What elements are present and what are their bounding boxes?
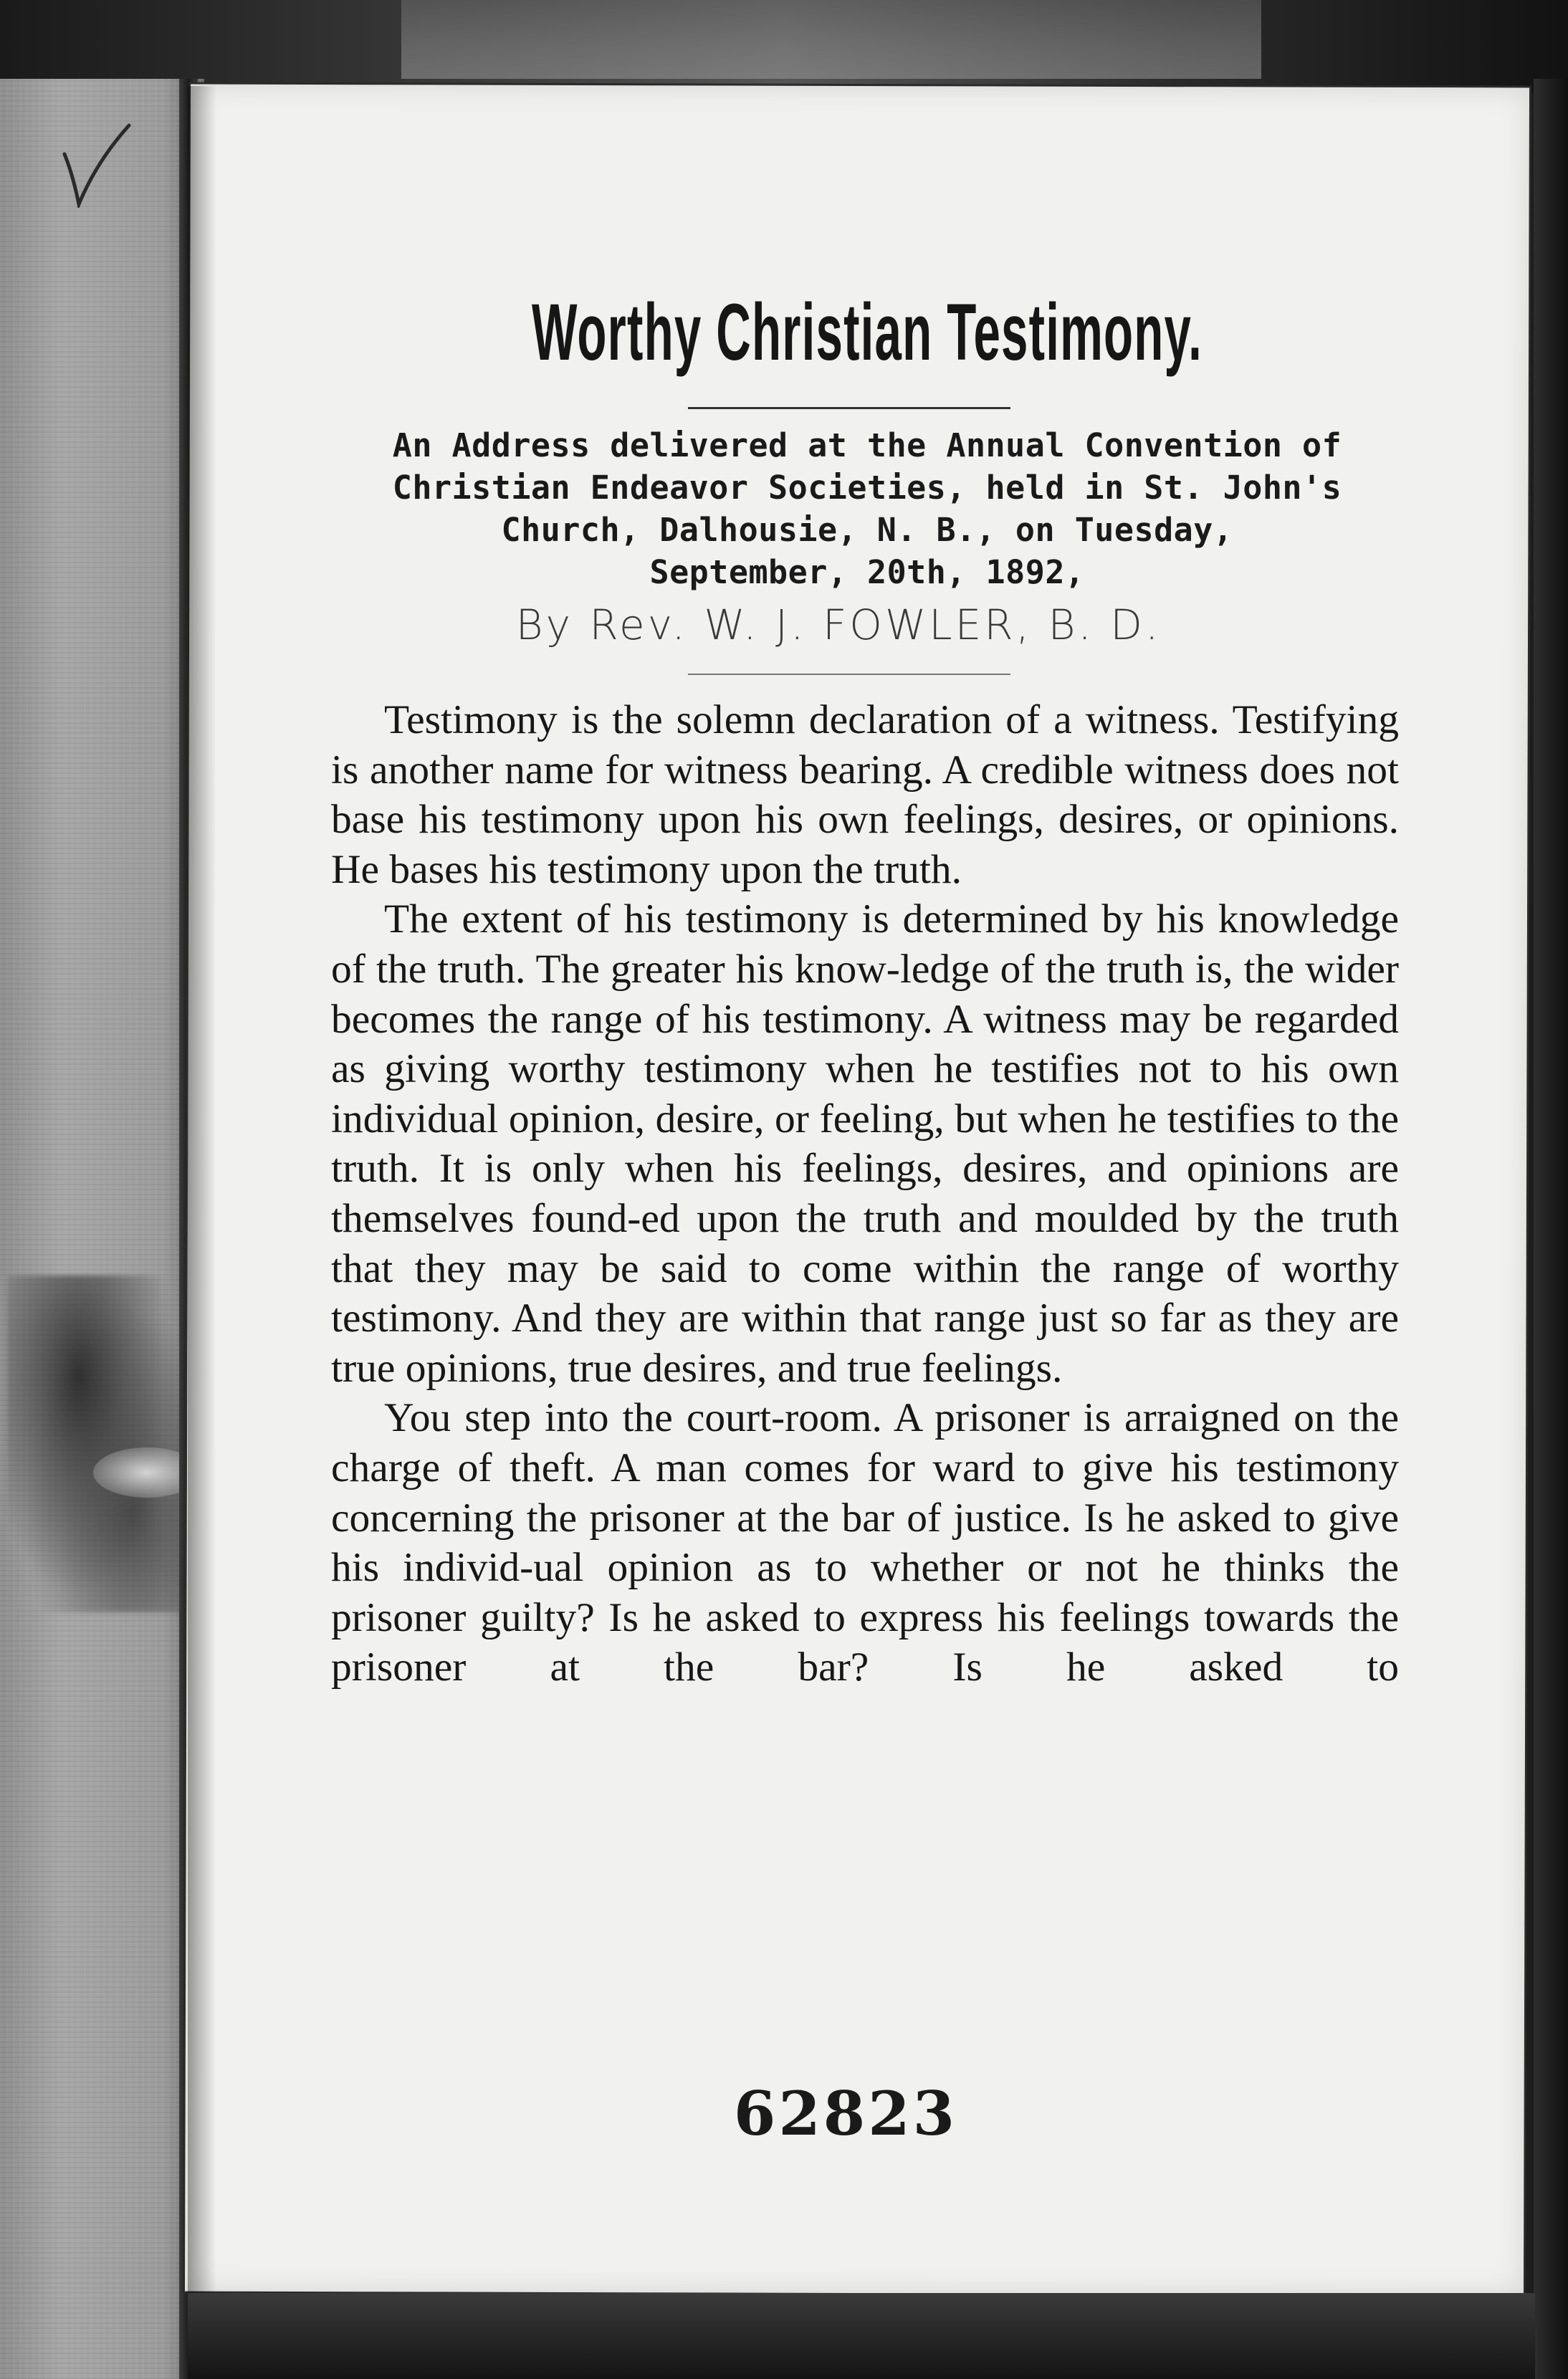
top-blurred-page-edge <box>401 0 1261 79</box>
right-background <box>1534 79 1568 2379</box>
author-byline: By Rev. W. J. FOWLER, B. D. <box>515 600 1162 649</box>
subtitle-line: September, 20th, 1892, <box>649 553 1085 591</box>
cover-stain <box>7 1275 186 1612</box>
subtitle-line: Christian Endeavor Societies, held in St. John's <box>392 469 1342 507</box>
pencil-checkmark-icon <box>57 122 136 208</box>
title-divider <box>688 407 1010 409</box>
document-subtitle <box>287 424 1448 593</box>
document-body <box>331 695 1399 1693</box>
byline-divider <box>688 674 1010 675</box>
bottom-background-strip <box>188 2293 1535 2379</box>
document-title: Worthy Christian Testimony. <box>532 287 1203 377</box>
catalog-number: 62823 <box>733 2078 958 2149</box>
page-gutter-shadow <box>188 86 216 2293</box>
body-paragraph: Testimony is the solemn declaration of a witness. Testifying is another name for witness bearing. A credible witness does not base his testimony upon his own feelings, desires, or opinions. He bases his testimony upon the truth. <box>331 697 1399 892</box>
body-paragraph: The extent of his testimony is determined by his knowledge of the truth. The greater his know-ledge of the truth is, the wider becomes the range of his testimony. A witness may be regarded as giving worthy testimony when he testifies not to his own individual opinion, desire, or feeling, but when he testifies to the truth. It is only when his feelings, desires, and opinions are themselves found-ed upon the truth and moulded by the truth that they may be said to come within the range of worthy testimony. And they are within that range just so far as they are true opinions, true desires, and true feelings. <box>331 896 1399 1391</box>
left-book-cover <box>0 79 204 2379</box>
subtitle-line: Church, Dalhousie, N. B., on Tuesday, <box>501 511 1233 549</box>
subtitle-line: An Address delivered at the Annual Convention of <box>392 426 1342 464</box>
body-paragraph: You step into the court-room. A prisoner is arraigned on the charge of theft. A man comes for ward to give his testimony concerning the prisoner at the bar of justice. Is he asked to give his individ-ual opinion as to whether or not he thinks the prisoner guilty? Is he asked to express his feelings towards the prisoner at the bar? Is he asked to <box>331 1395 1399 1690</box>
